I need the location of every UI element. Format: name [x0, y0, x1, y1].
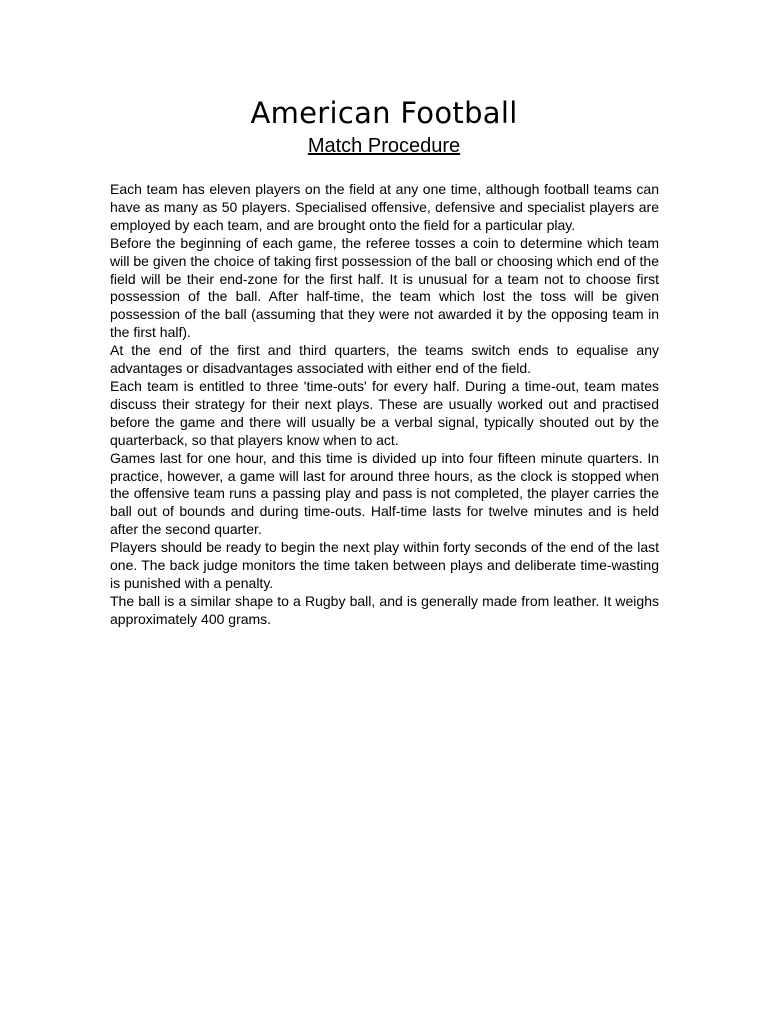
document-body: [110, 181, 659, 629]
paragraph-play-clock: Players should be ready to begin the next play within forty seconds of the end of the last one. The back judge monitors the time taken between plays and deliberate time-wasting is punished with a penalty.: [110, 539, 659, 591]
paragraph-players: Each team has eleven players on the field at any one time, although football teams can have as many as 50 players. Specialised offensive, defensive and specialist players are employed by each team, and are brought onto the field for a particular play.: [110, 181, 659, 233]
paragraph-switch-ends: At the end of the first and third quarters, the teams switch ends to equalise any advantages or disadvantages associated with either end of the field.: [110, 342, 659, 377]
paragraph-coin-toss: Before the beginning of each game, the referee tosses a coin to determine which team will be given the choice of taking first possession of the ball or choosing which end of the field will be their end-zone for the first half. It is unusual for a team not to choose first possession of the ball. After half-time, the team which lost the toss will be given possession of the ball (assuming that they were not awarded it by the opposing team in the first half).: [110, 234, 659, 341]
page-title: American Football: [250, 96, 518, 130]
page-subtitle: Match Procedure: [307, 135, 461, 157]
paragraph-time-outs: Each team is entitled to three 'time-outs' for every half. During a time-out, team mates discuss their strategy for their next plays. These are usually worked out and practised before the game and there will usually be a verbal signal, typically shouted out by the quarterback, so that players know when to act.: [110, 377, 659, 448]
paragraph-ball: The ball is a similar shape to a Rugby ball, and is generally made from leather. It weighs approximately 400 grams.: [110, 592, 659, 627]
paragraph-game-length: Games last for one hour, and this time is divided up into four fifteen minute quarters. In practice, however, a game will last for around three hours, as the clock is stopped when the offensive team runs a passing play and pass is not completed, the player carries the ball out of bounds and during time-outs. Half-time lasts for twelve minutes and is held after the second quarter.: [110, 449, 659, 538]
